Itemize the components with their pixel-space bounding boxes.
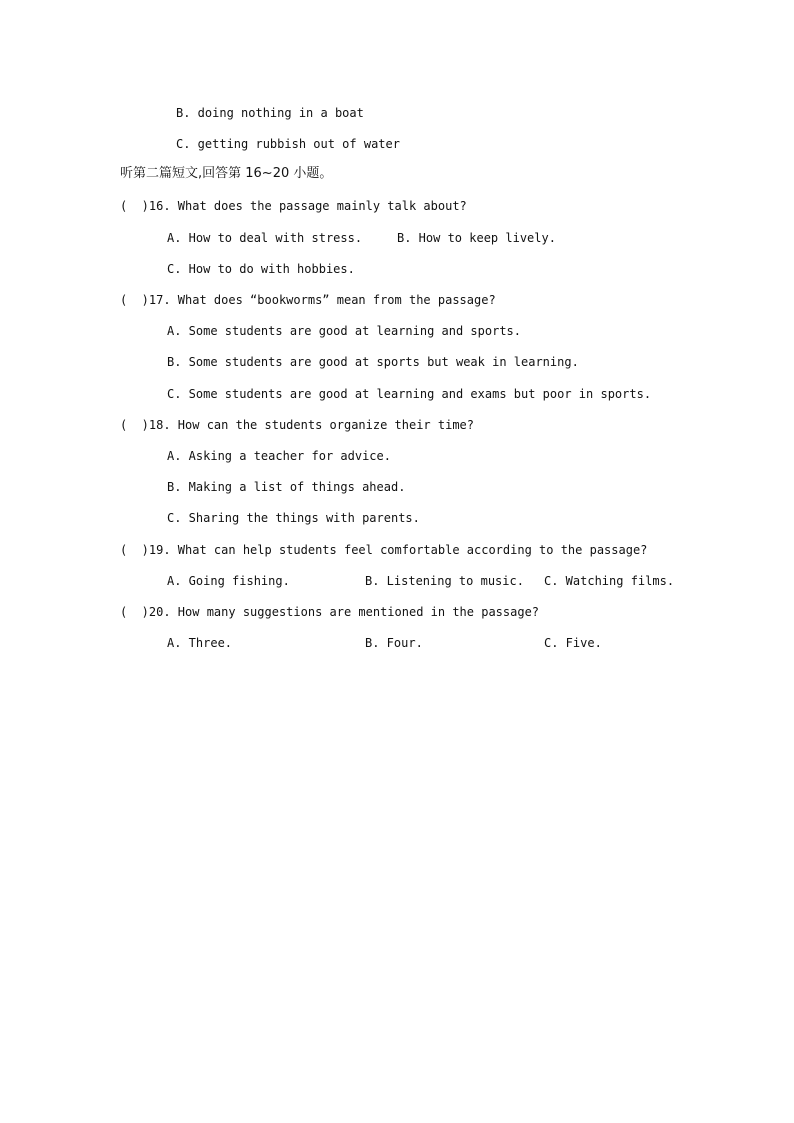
carryover-option-c: C. getting rubbish out of water	[176, 137, 400, 151]
question-20-stem: ( )20. How many suggestions are mentioned in the passage?	[120, 605, 540, 619]
carryover-option-b: B. doing nothing in a boat	[176, 106, 364, 120]
question-17-option-b: B. Some students are good at sports but weak in learning.	[167, 355, 579, 369]
question-18-option-b: B. Making a list of things ahead.	[167, 480, 406, 494]
question-19-option-b: B. Listening to music.	[365, 574, 524, 588]
question-17-stem: ( )17. What does “bookworms” mean from the passage?	[120, 293, 496, 307]
question-18-stem: ( )18. How can the students organize their time?	[120, 418, 475, 432]
question-19-option-a: A. Going fishing.	[167, 574, 290, 588]
section-heading: 听第二篇短文,回答第 16~20 小题。	[120, 166, 333, 181]
question-19-stem: ( )19. What can help students feel comfortable according to the passage?	[120, 543, 648, 557]
question-17-option-c: C. Some students are good at learning and exams but poor in sports.	[167, 387, 652, 401]
question-16-option-b: B. How to keep lively.	[397, 231, 556, 245]
question-16-option-a: A. How to deal with stress.	[167, 231, 363, 245]
question-16-option-c: C. How to do with hobbies.	[167, 262, 355, 276]
question-20-option-b: B. Four.	[365, 636, 423, 650]
question-18-option-a: A. Asking a teacher for advice.	[167, 449, 391, 463]
question-17-option-a: A. Some students are good at learning and sports.	[167, 324, 522, 338]
question-19-option-c: C. Watching films.	[544, 574, 675, 588]
question-20-option-c: C. Five.	[544, 636, 602, 650]
question-18-option-c: C. Sharing the things with parents.	[167, 511, 420, 525]
question-20-option-a: A. Three.	[167, 636, 233, 650]
question-16-stem: ( )16. What does the passage mainly talk about?	[120, 199, 467, 213]
